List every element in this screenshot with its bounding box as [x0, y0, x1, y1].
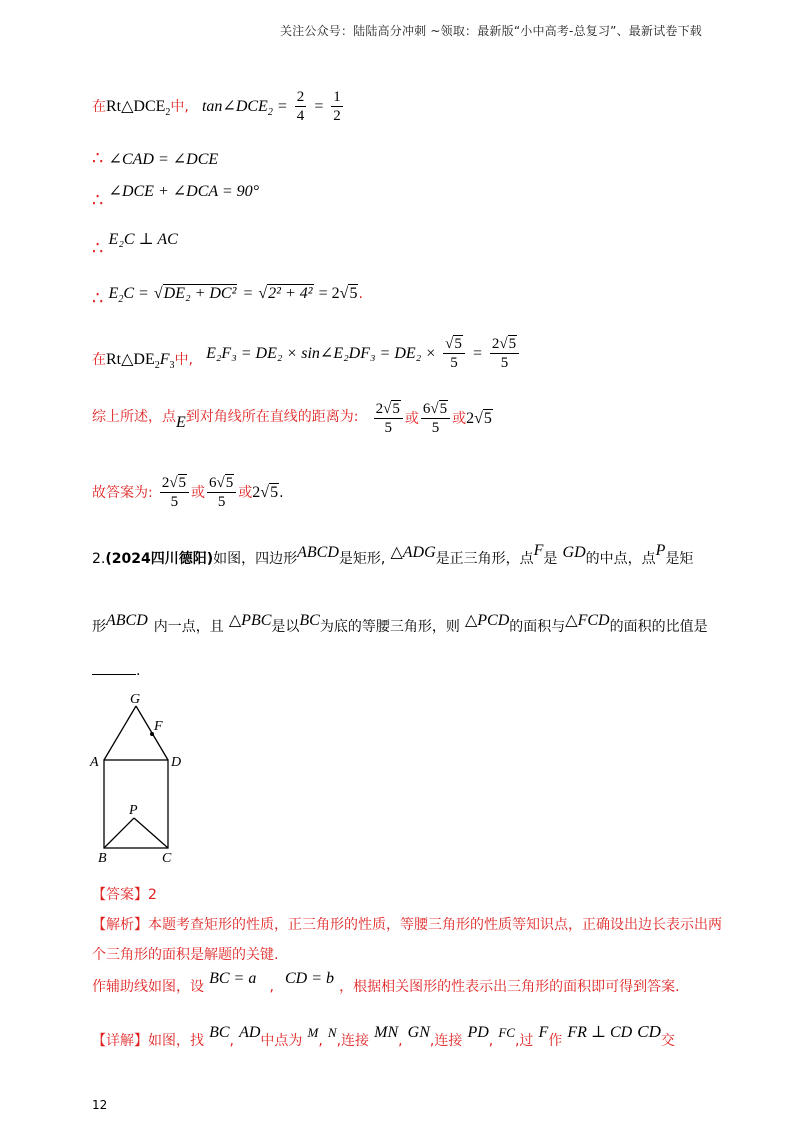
edge-bp — [104, 818, 134, 848]
fraction: $\frac{1}{2}$ — [333, 89, 341, 124]
label-g: G — [130, 692, 141, 707]
equation: E₂C ⊥ AC — [108, 231, 178, 248]
line-e2f3: 在$Rt\triangle DE_2F_3$中, E₂F₃ = DE₂ × sin∠E₂DF₃ = DE₂ × $\frac{√5}{5}$ = $\frac{2√5}{5}$ — [92, 335, 521, 372]
text-mid: 中, — [170, 99, 189, 115]
label-b: B — [98, 851, 107, 866]
fraction: $\frac{√5}{5}$ — [443, 335, 465, 372]
line-angle-sum — [92, 180, 260, 211]
line-perpendicular — [92, 228, 178, 259]
label-f: F — [154, 719, 163, 734]
label-a: A — [90, 755, 99, 770]
rt-label: $Rt\triangle DCE_2$ — [106, 98, 171, 119]
text-prefix: 在 — [92, 99, 106, 115]
aux-line: 作辅助线如图，设 BC = a , CD = b ，根据相关图形的性表示出三角形的面积即可得到答案. — [92, 970, 680, 995]
equation: E₂F₃ = DE₂ × sin∠E₂DF₃ = DE₂ × — [206, 345, 437, 362]
label-p: P — [129, 803, 138, 818]
line-e2c-length: ∴ $E_2C = √DE_2 + DC^2 = √2^2 + 4^2 = 2√5$. — [92, 285, 363, 309]
therefore-icon: ∴ — [92, 190, 104, 211]
geometry-figure — [86, 688, 196, 868]
edge-ag — [104, 706, 136, 760]
tan-equation: $\tan\angle DCE_2$ = — [201, 98, 288, 119]
page-number: 12 — [92, 1098, 108, 1112]
question-2-line-1: 2.(2024四川德阳)如图，四边形ABCD是矩形, △ADG是正三角形，点F是 GD的中点，点P是矩 — [92, 542, 694, 567]
radical: 2² + 4² — [268, 285, 313, 302]
detail-line: 【详解】如图，找 BC, AD中点为 $^M$, $^N$,连接 MN, GN,连接 PD, $^{FC}$,过 F作 FR ⊥ CD CD交 — [92, 1022, 675, 1049]
question-2-line-2: 形ABCD 内一点，且 △PBC是以BC为底的等腰三角形，则 △PCD的面积与△FCD的面积的比值是 — [92, 612, 708, 635]
label-d: D — [171, 755, 182, 770]
line-summary: 综上所述，点E到对角线所在直线的距离为: $\frac{2√5}{5}$ 或 $\frac{6√5}{5}$ 或2√5 — [92, 401, 492, 436]
fraction: $\frac{2√5}{5}$ — [490, 335, 519, 372]
therefore-icon: ∴ — [92, 238, 104, 259]
line-final-answer: 故答案为: $\frac{2√5}{5}$ 或 $\frac{6√5}{5}$ 或2√5. — [92, 475, 284, 510]
analysis-line-1: 【解析】本题考查矩形的性质，正三角形的性质，等腰三角形的性质等知识点，正确设出边长表示出两 — [92, 917, 722, 933]
answer-line: 【答案】2 — [92, 887, 157, 903]
analysis-line-2: 个三角形的面积是解题的关键. — [92, 947, 279, 963]
radical: DE₂ + DC² — [163, 285, 237, 302]
line-angle-equal — [92, 148, 218, 169]
equation: ∠CAD = ∠DCE — [108, 151, 219, 168]
therefore-icon: ∴ — [92, 288, 104, 309]
page-header: 关注公众号：陆陆高分冲刺 ~领取：最新版“小中高考-总复习”、最新试卷下载 — [279, 24, 702, 38]
answer-blank: . — [92, 660, 140, 679]
fraction: $\frac{2}{4}$ — [296, 89, 305, 124]
label-c: C — [162, 851, 172, 866]
equation: ∠DCE + ∠DCA = 90° — [108, 183, 260, 200]
line-tan: 在$Rt\triangle DCE_2$中, $\tan\angle DCE_2$ = $\frac{2}{4}$ = $\frac{1}{2}$ — [92, 89, 341, 124]
edge-pc — [134, 818, 168, 848]
therefore-icon: ∴ — [92, 148, 104, 169]
